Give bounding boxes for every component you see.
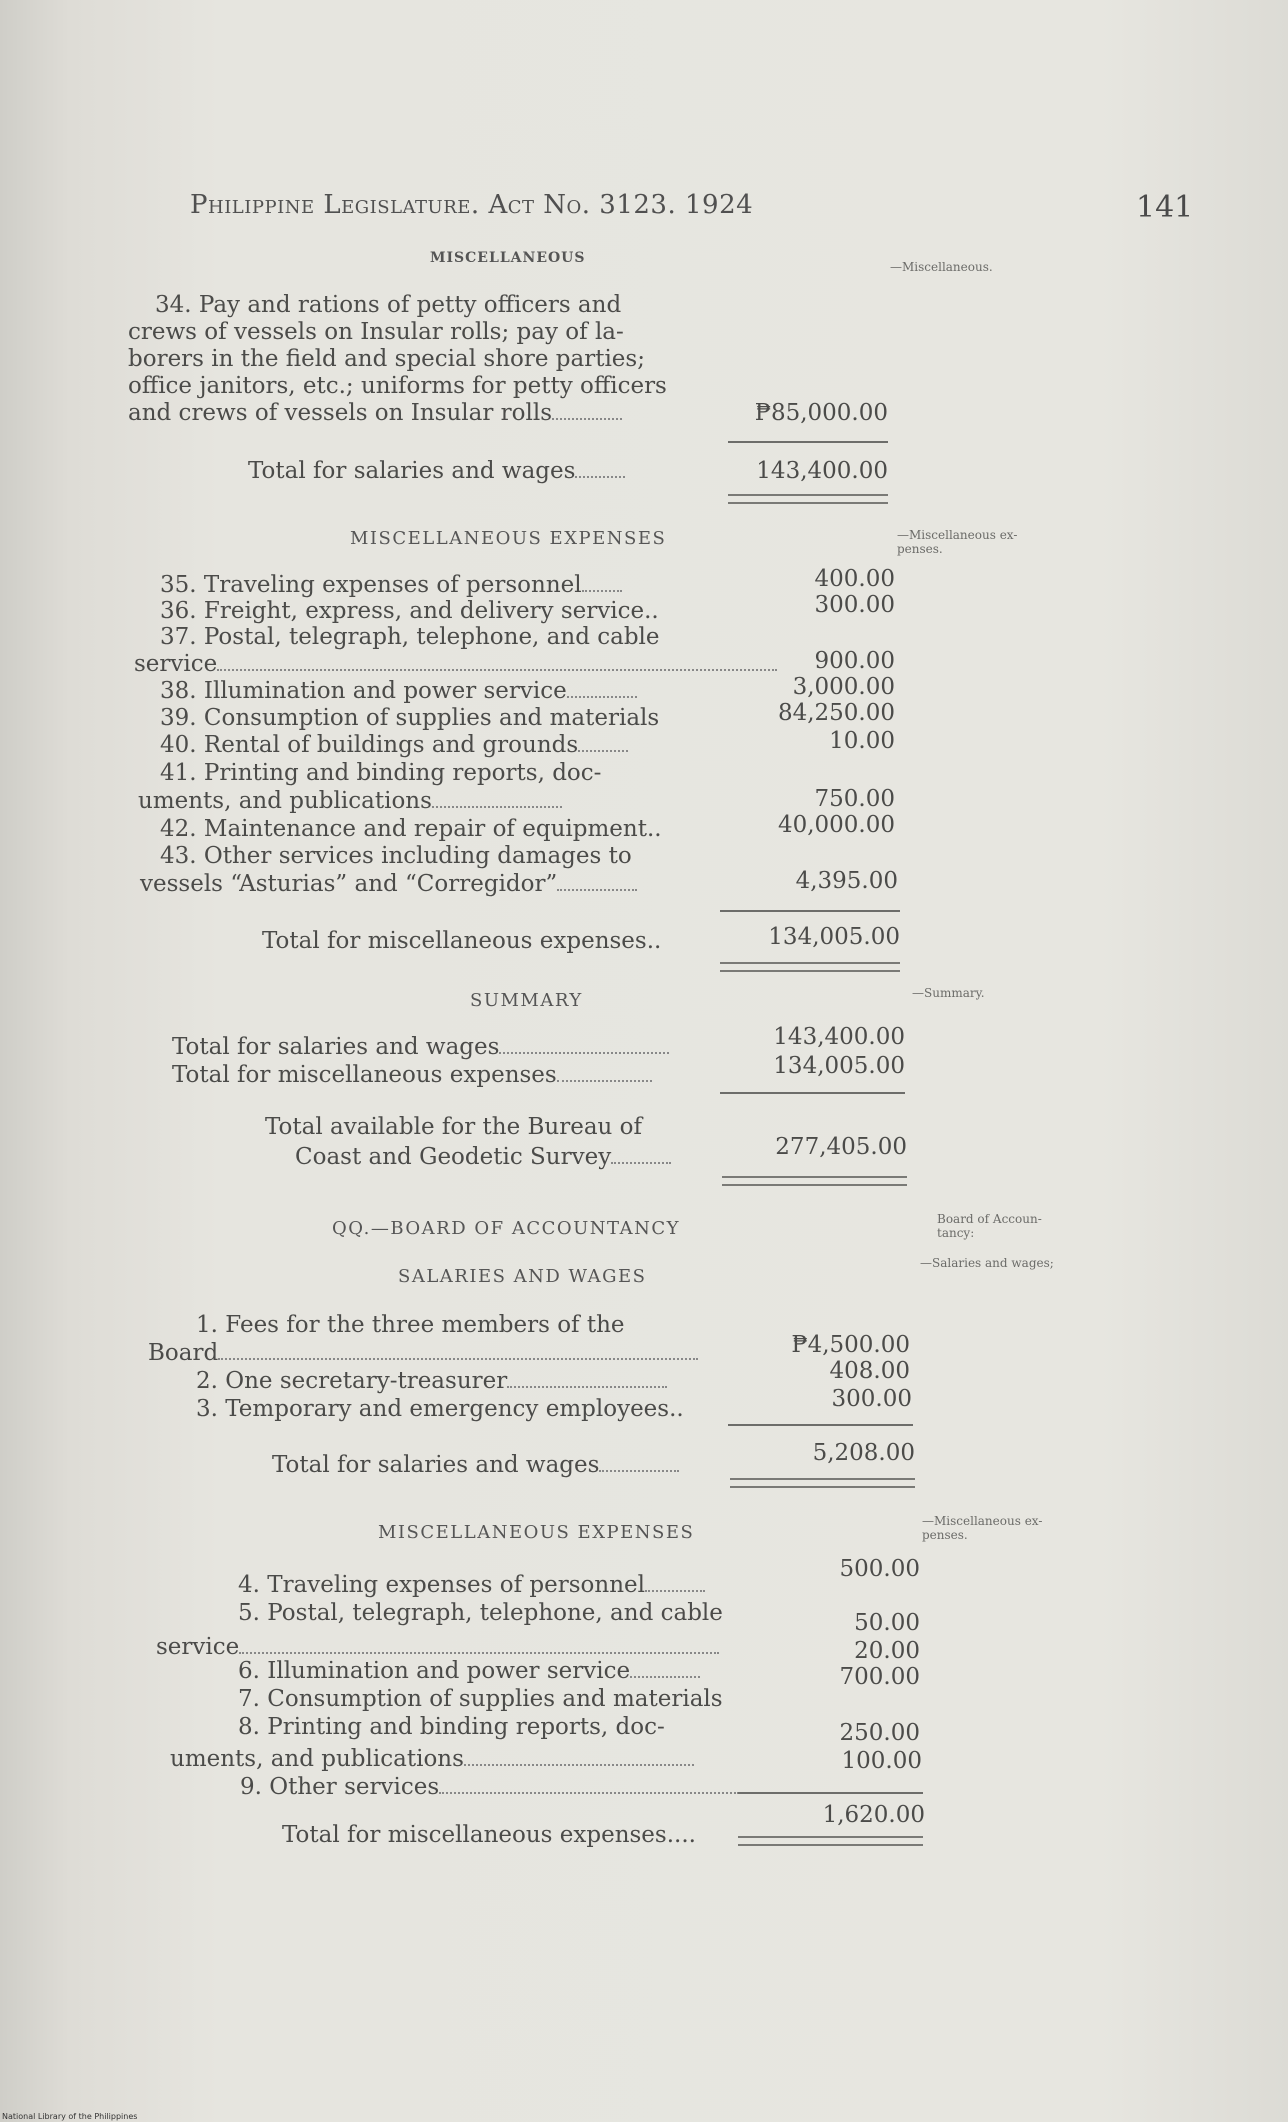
list-item <box>160 598 659 625</box>
margin-note-misc-expenses-2a: —Miscellaneous ex- <box>922 1514 1043 1528</box>
leader-dots <box>218 1354 698 1360</box>
list-item-label: 6. Illumination and power service <box>238 1658 631 1684</box>
leader-dots <box>645 1586 705 1592</box>
section-heading-board-of-accountancy: QQ.—BOARD OF ACCOUNTANCY <box>332 1218 680 1239</box>
margin-note-board-3: —Salaries and wages; <box>920 1256 1054 1270</box>
list-item-amount: 50.00 <box>854 1610 920 1636</box>
list-item-label: uments, and publications <box>138 788 432 814</box>
list-item-amount: 250.00 <box>839 1720 920 1746</box>
list-item <box>148 1340 698 1367</box>
leader-dots <box>439 1788 739 1794</box>
list-item-label: service <box>156 1634 240 1660</box>
item-34-line-2: crews of vessels on Insular rolls; pay of la- <box>128 319 624 345</box>
item-34-line-5-text: and crews of vessels on Insular rolls <box>128 400 553 426</box>
list-item <box>196 1312 625 1339</box>
item-34-line-1: 34. Pay and rations of petty officers and <box>155 292 622 318</box>
margin-note-miscellaneous: —Miscellaneous. <box>890 260 993 274</box>
margin-note-misc-expenses-1: —Miscellaneous ex- <box>897 528 1018 542</box>
section-heading-misc-expenses: MISCELLANEOUS EXPENSES <box>350 528 667 549</box>
leader-dots <box>630 1672 700 1678</box>
list-item <box>160 816 662 843</box>
summary-total-line-2 <box>295 1144 671 1171</box>
item-34-line-3: borers in the field and special shore parties; <box>128 346 645 372</box>
summary-line-1 <box>172 1034 669 1061</box>
subtotal-rule <box>720 1092 905 1094</box>
list-item-amount: ₱4,500.00 <box>791 1332 910 1358</box>
list-item-label: vessels “Asturias” and “Corregidor” <box>140 871 558 897</box>
leader-dots <box>217 665 777 671</box>
summary-total-line-1: Total available for the Bureau of <box>265 1114 643 1140</box>
summary-line-1-label: Total for salaries and wages <box>172 1034 500 1060</box>
list-item <box>134 651 777 678</box>
list-item-amount: 20.00 <box>854 1638 920 1664</box>
total-misc-expenses-amount: 134,005.00 <box>768 924 900 950</box>
list-item-amount: 4,395.00 <box>795 868 898 894</box>
list-item <box>160 678 637 705</box>
list-item-amount: 750.00 <box>814 786 895 812</box>
list-item-label: uments, and publications <box>170 1746 464 1772</box>
leader-dots <box>611 1158 671 1164</box>
footer-credit: National Library of the Philippines <box>2 2112 138 2121</box>
summary-total-amount: 277,405.00 <box>775 1134 907 1160</box>
page-number: 141 <box>1136 190 1194 225</box>
leader-dots <box>557 885 637 891</box>
leader-dots <box>557 1076 652 1082</box>
total-misc-expenses-2-amount: 1,620.00 <box>822 1802 925 1828</box>
leader-dots <box>582 586 622 592</box>
list-item-amount: 10.00 <box>829 728 895 754</box>
summary-line-2 <box>172 1062 652 1089</box>
leader-dots <box>499 1048 669 1054</box>
list-item-amount: 300.00 <box>831 1386 912 1412</box>
leader-dots <box>432 802 562 808</box>
margin-note-board-1: Board of Accoun- <box>937 1212 1042 1226</box>
margin-note-summary: —Summary. <box>912 986 985 1000</box>
double-rule <box>720 962 900 972</box>
double-rule <box>728 494 888 504</box>
list-item <box>240 1774 739 1801</box>
running-head: Philippine Legislature. Act No. 3123. 1924 <box>190 190 754 220</box>
section-heading-miscellaneous: MISCELLANEOUS <box>430 250 586 266</box>
subtotal-rule <box>738 1792 923 1794</box>
item-34-amount: ₱85,000.00 <box>754 400 888 426</box>
list-item <box>238 1572 705 1599</box>
list-item <box>170 1746 694 1773</box>
list-item-label: 39. Consumption of supplies and materials <box>160 705 660 731</box>
list-item <box>196 1368 667 1395</box>
list-item <box>238 1600 723 1627</box>
list-item-amount: 300.00 <box>814 592 895 618</box>
list-item-label: 38. Illumination and power service <box>160 678 567 704</box>
list-item-label: 7. Consumption of supplies and materials <box>238 1686 723 1712</box>
board-total-row <box>272 1452 679 1479</box>
list-item <box>160 705 659 732</box>
list-item <box>160 843 632 870</box>
list-item-amount: 100.00 <box>841 1748 922 1774</box>
leader-dots <box>464 1760 694 1766</box>
subtotal-rule <box>720 910 900 912</box>
list-item-label: 36. Freight, express, and delivery service.. <box>160 598 659 624</box>
total-misc-expenses-label: Total for miscellaneous expenses.. <box>262 928 662 954</box>
subtotal-rule <box>728 1424 913 1426</box>
item-34-line-4: office janitors, etc.; uniforms for petty officers <box>128 373 667 399</box>
list-item <box>156 1634 719 1661</box>
list-item-label: 9. Other services <box>240 1774 440 1800</box>
list-item-label: Board <box>148 1340 219 1366</box>
summary-line-2-amount: 134,005.00 <box>773 1053 905 1079</box>
total-misc-expenses-2-label: Total for miscellaneous expenses.... <box>282 1822 696 1848</box>
leader-dots <box>567 692 637 698</box>
board-total-label: Total for salaries and wages <box>272 1452 600 1478</box>
list-item-amount: 84,250.00 <box>777 700 895 726</box>
list-item-label: 43. Other services including damages to <box>160 843 632 869</box>
list-item-label: service <box>134 651 218 677</box>
list-item <box>160 732 628 759</box>
list-item <box>160 760 601 787</box>
item-34-line-5 <box>128 400 622 427</box>
list-item <box>238 1714 665 1741</box>
subtotal-rule <box>728 441 888 443</box>
leader-dots <box>599 1466 679 1472</box>
list-item-label: 5. Postal, telegraph, telephone, and cable <box>238 1600 723 1626</box>
margin-note-board-2: tancy: <box>937 1226 975 1240</box>
leader-dots <box>575 472 625 478</box>
leader-dots <box>239 1648 719 1654</box>
list-item <box>138 788 562 815</box>
list-item-label: 42. Maintenance and repair of equipment.. <box>160 816 662 842</box>
list-item-label: 41. Printing and binding reports, doc- <box>160 760 602 786</box>
list-item-amount: 40,000.00 <box>777 812 895 838</box>
leader-dots <box>552 414 622 420</box>
summary-line-2-label: Total for miscellaneous expenses <box>172 1062 557 1088</box>
summary-total-line-2-label: Coast and Geodetic Survey <box>295 1144 612 1170</box>
total-salaries-label: Total for salaries and wages <box>248 458 576 484</box>
list-item-label: 8. Printing and binding reports, doc- <box>238 1714 665 1740</box>
list-item-label: 4. Traveling expenses of personnel <box>238 1572 645 1598</box>
total-salaries-amount: 143,400.00 <box>756 458 888 484</box>
list-item-label: 3. Temporary and emergency employees.. <box>196 1396 684 1422</box>
section-heading-summary: SUMMARY <box>470 990 583 1011</box>
list-item-label: 35. Traveling expenses of personnel <box>160 572 582 598</box>
total-salaries-row <box>248 458 625 485</box>
list-item <box>238 1658 700 1685</box>
list-item <box>160 624 660 651</box>
list-item-amount: 500.00 <box>839 1556 920 1582</box>
list-item-amount: 900.00 <box>814 648 895 674</box>
list-item <box>160 572 622 599</box>
list-item-amount: 400.00 <box>814 566 895 592</box>
leader-dots <box>507 1382 667 1388</box>
margin-note-misc-expenses-2: penses. <box>897 542 943 556</box>
margin-note-misc-expenses-2b: penses. <box>922 1528 968 1542</box>
leader-dots <box>578 746 628 752</box>
list-item-label: 37. Postal, telegraph, telephone, and cable <box>160 624 660 650</box>
list-item-amount: 408.00 <box>829 1358 910 1384</box>
list-item-label: 2. One secretary-treasurer <box>196 1368 508 1394</box>
section-heading-misc-expenses-2: MISCELLANEOUS EXPENSES <box>378 1522 695 1543</box>
list-item-amount: 700.00 <box>839 1664 920 1690</box>
section-heading-salaries-wages: SALARIES AND WAGES <box>398 1266 647 1287</box>
list-item-amount: 3,000.00 <box>792 674 895 700</box>
list-item <box>196 1396 684 1423</box>
list-item-label: 1. Fees for the three members of the <box>196 1312 625 1338</box>
summary-line-1-amount: 143,400.00 <box>773 1024 905 1050</box>
list-item-label: 40. Rental of buildings and grounds <box>160 732 579 758</box>
board-total-amount: 5,208.00 <box>812 1440 915 1466</box>
list-item <box>140 871 637 898</box>
double-rule <box>730 1478 915 1488</box>
double-rule <box>722 1176 907 1186</box>
double-rule <box>738 1836 923 1846</box>
list-item <box>238 1686 723 1713</box>
